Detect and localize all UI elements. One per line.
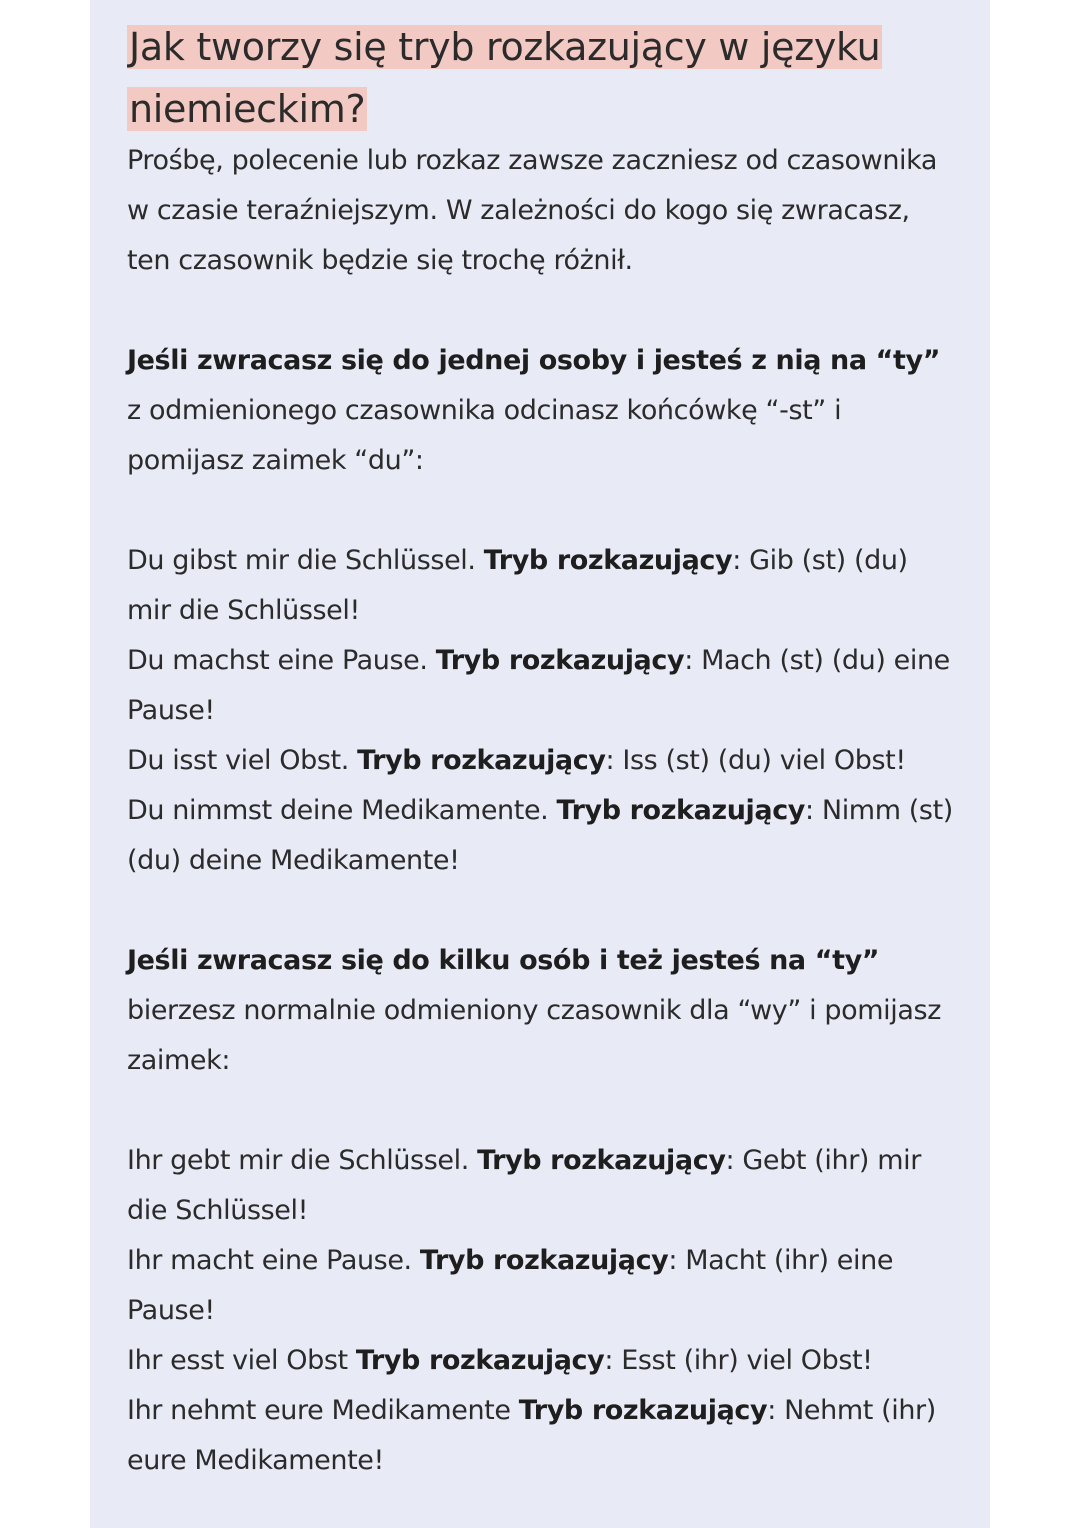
spacer xyxy=(127,1086,957,1136)
example-label: Tryb rozkazujący xyxy=(518,1395,768,1426)
example-sentence: Ihr nehmt eure Medikamente xyxy=(127,1395,519,1426)
example-single-4 xyxy=(127,786,957,886)
example-plural-2 xyxy=(127,1236,957,1336)
spacer xyxy=(127,286,957,336)
example-sentence: Ihr esst viel Obst xyxy=(127,1345,356,1376)
example-label: Tryb rozkazujący xyxy=(357,745,606,776)
example-sentence: Du nimmst deine Medikamente. xyxy=(127,795,557,826)
spacer xyxy=(127,486,957,536)
example-imperative: : Macht (ihr) eine Pause! xyxy=(127,1245,894,1326)
example-single-2 xyxy=(127,636,957,736)
example-plural-4 xyxy=(127,1386,957,1486)
document-content xyxy=(127,16,957,1486)
example-label: Tryb rozkazujący xyxy=(556,795,806,826)
rule-plural-bold: Jeśli zwracasz się do kilku osób i też jesteś na “ty” xyxy=(127,945,880,976)
example-single-3 xyxy=(127,736,957,786)
example-single-1 xyxy=(127,536,957,636)
example-label: Tryb rozkazujący xyxy=(419,1245,669,1276)
page-title xyxy=(127,16,957,140)
intro-paragraph: Prośbę, polecenie lub rozkaz zawsze zaczniesz od czasownika w czasie teraźniejszym. W zależności do kogo się zwracasz, ten czasownik będzie się trochę różnił. xyxy=(127,145,938,276)
rule-plural-text: bierzesz normalnie odmieniony czasownik dla “wy” i pomijasz zaimek: xyxy=(127,995,941,1076)
example-sentence: Du machst eine Pause. xyxy=(127,645,436,676)
example-plural-3 xyxy=(127,1336,957,1386)
example-imperative: : Nimm (st) (du) deine Medikamente! xyxy=(127,795,953,876)
example-plural-1 xyxy=(127,1136,957,1236)
example-label: Tryb rozkazujący xyxy=(483,545,733,576)
example-imperative: : Mach (st) (du) eine Pause! xyxy=(127,645,950,726)
example-imperative: : Gib (st) (du) mir die Schlüssel! xyxy=(127,545,908,626)
rule-single-text: z odmienionego czasownika odcinasz końcówkę “-st” i pomijasz zaimek “du”: xyxy=(127,395,842,476)
example-imperative: : Iss (st) (du) viel Obst! xyxy=(605,745,906,776)
example-sentence: Ihr gebt mir die Schlüssel. xyxy=(127,1145,478,1176)
example-label: Tryb rozkazujący xyxy=(355,1345,605,1376)
example-imperative: : Gebt (ihr) mir die Schlüssel! xyxy=(127,1145,921,1226)
example-sentence: Du isst viel Obst. xyxy=(127,745,358,776)
example-label: Tryb rozkazujący xyxy=(477,1145,726,1176)
rule-single-bold: Jeśli zwracasz się do jednej osoby i jesteś z nią na “ty” xyxy=(127,345,941,376)
rule-multiple-persons xyxy=(127,936,957,1086)
title-highlight: Jak tworzy się tryb rozkazujący w języku niemieckim? xyxy=(129,25,881,131)
spacer xyxy=(127,886,957,936)
example-imperative: : Nehmt (ihr) eure Medikamente! xyxy=(127,1395,936,1476)
example-label: Tryb rozkazujący xyxy=(435,645,685,676)
rule-single-person xyxy=(127,336,957,486)
example-sentence: Du gibst mir die Schlüssel. xyxy=(127,545,484,576)
example-imperative: : Esst (ihr) viel Obst! xyxy=(604,1345,873,1376)
example-sentence: Ihr macht eine Pause. xyxy=(127,1245,420,1276)
